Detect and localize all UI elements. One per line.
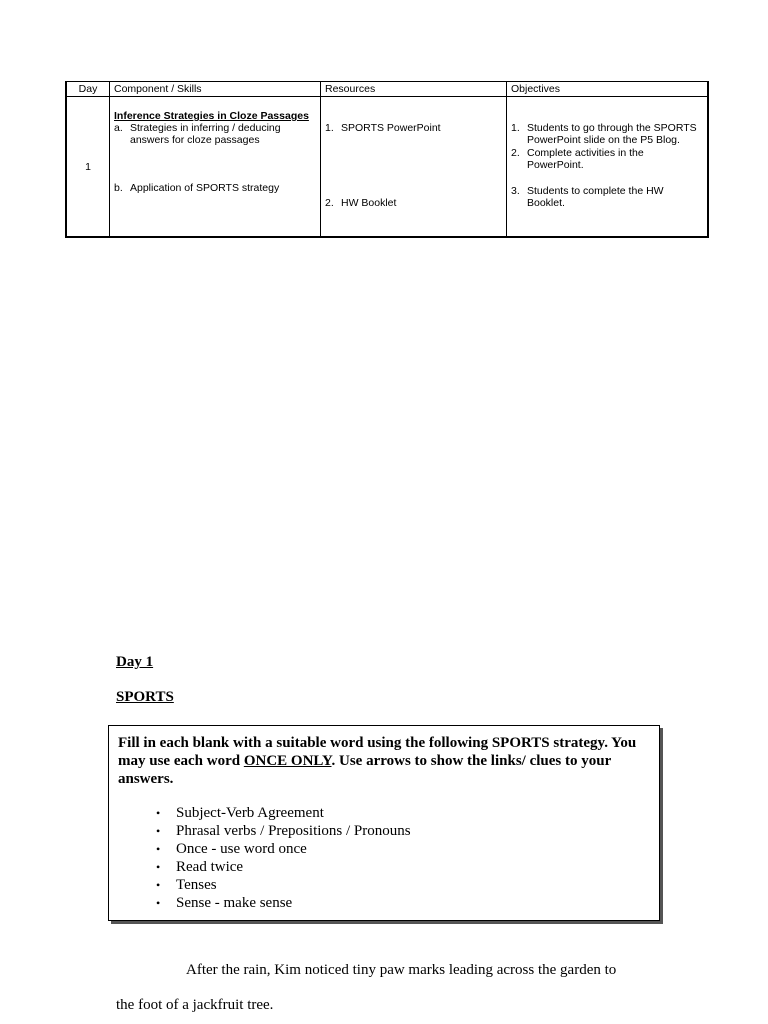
lesson-plan-table: [65, 81, 709, 238]
objective-item-2: 2. Complete activities in the PowerPoint.: [511, 147, 644, 171]
table-header-row: [66, 82, 708, 97]
list-item: • Once - use word once: [156, 841, 307, 857]
header-objectives: Objectives: [507, 82, 709, 97]
objectives-cell: [507, 97, 709, 238]
resource-item-2: 2. HW Booklet: [325, 197, 397, 209]
section-title: SPORTS: [116, 689, 174, 705]
resource-item-1: 1. SPORTS PowerPoint: [325, 122, 441, 134]
header-component: Component / Skills: [110, 82, 321, 97]
strategy-list: [118, 804, 659, 912]
component-item-b: b. Application of SPORTS strategy: [114, 182, 280, 194]
list-item: • Read twice: [156, 859, 244, 875]
passage-line-2: the foot of a jackfruit tree.: [116, 997, 274, 1013]
list-item: • Subject-Verb Agreement: [156, 805, 324, 821]
component-title: Inference Strategies in Cloze Passages: [114, 110, 309, 122]
component-cell: [110, 97, 321, 238]
instruction-box: [108, 725, 660, 921]
table-row: [66, 97, 708, 238]
header-day: Day: [66, 82, 110, 97]
resources-cell: [321, 97, 507, 238]
list-item: • Phrasal verbs / Prepositions / Pronouns: [156, 823, 411, 839]
header-resources: Resources: [321, 82, 507, 97]
day-cell: 1: [66, 97, 110, 238]
once-only-emphasis: ONCE ONLY: [243, 753, 332, 769]
passage-line-1: After the rain, Kim noticed tiny paw marks leading across the garden to: [186, 962, 617, 978]
objective-item-1: 1. Students to go through the SPORTS PowerPoint slide on the P5 Blog.: [511, 122, 697, 146]
instruction-text: Fill in each blank with a suitable word using the following SPORTS strategy. You may use each word ONCE ONLY. Use arrows to show the links/ clues to your answers.: [118, 735, 637, 787]
list-item: • Tenses: [156, 877, 217, 893]
list-item: • Sense - make sense: [156, 895, 293, 911]
component-item-a: a. Strategies in inferring / deducing answers for cloze passages: [114, 122, 281, 146]
objective-item-3: 3. Students to complete the HW Booklet.: [511, 185, 664, 209]
day-heading: Day 1: [116, 654, 154, 670]
